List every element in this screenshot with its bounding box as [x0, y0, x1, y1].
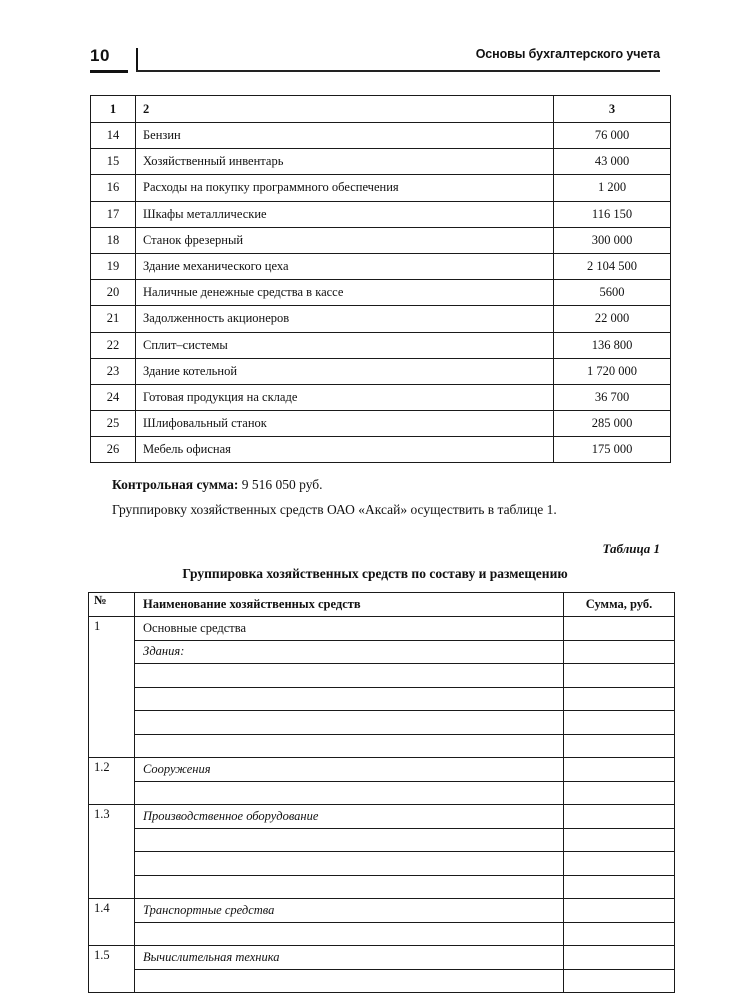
table-header-row [91, 96, 671, 123]
column-header-name: 2 [136, 96, 554, 123]
cell-number: 1.3 [89, 805, 135, 899]
cell-sum[interactable] [564, 617, 675, 641]
table-row [89, 711, 675, 735]
cell-sum[interactable] [564, 664, 675, 688]
running-head-title: Основы бухгалтерского учета [475, 47, 660, 61]
table-row [89, 875, 675, 899]
grouping-table-body [89, 617, 675, 993]
table-row [91, 201, 671, 227]
cell-sum: 43 000 [554, 149, 671, 175]
running-head [90, 46, 660, 80]
column-header-sum: Сумма, руб. [564, 593, 675, 617]
table-row [91, 175, 671, 201]
cell-name[interactable] [135, 875, 564, 899]
assets-table-body [91, 123, 671, 463]
cell-sum[interactable] [564, 946, 675, 970]
table-row [91, 358, 671, 384]
table-row [89, 852, 675, 876]
cell-number: 22 [91, 332, 136, 358]
cell-name[interactable]: Здания: [135, 640, 564, 664]
column-header-name: Наименование хозяйственных средств [135, 593, 564, 617]
cell-sum[interactable] [564, 922, 675, 946]
grouping-table [88, 592, 675, 993]
table-row [89, 640, 675, 664]
cell-name[interactable]: Вычислительная техника [135, 946, 564, 970]
control-sum-label: Контрольная сумма: [112, 477, 239, 492]
cell-sum[interactable] [564, 758, 675, 782]
cell-name: Задолженность акционеров [136, 306, 554, 332]
cell-number: 17 [91, 201, 136, 227]
table-row [89, 969, 675, 993]
cell-name: Готовая продукция на складе [136, 384, 554, 410]
table-row [89, 922, 675, 946]
table-row [91, 149, 671, 175]
cell-number: 1.4 [89, 899, 135, 946]
column-header-sum: 3 [554, 96, 671, 123]
cell-name[interactable] [135, 922, 564, 946]
table-row [91, 280, 671, 306]
cell-sum[interactable] [564, 969, 675, 993]
table-row [91, 411, 671, 437]
column-header-number: № [89, 593, 135, 617]
cell-sum[interactable] [564, 711, 675, 735]
cell-number: 24 [91, 384, 136, 410]
table-row [89, 617, 675, 641]
cell-name[interactable] [135, 664, 564, 688]
table-row [89, 664, 675, 688]
table-row [91, 123, 671, 149]
cell-name: Наличные денежные средства в кассе [136, 280, 554, 306]
table-row [89, 946, 675, 970]
cell-name: Шлифовальный станок [136, 411, 554, 437]
running-head-tick [136, 48, 138, 72]
table-row [91, 437, 671, 463]
cell-sum[interactable] [564, 899, 675, 923]
cell-number: 25 [91, 411, 136, 437]
cell-name[interactable] [135, 711, 564, 735]
table-number-label: Таблица 1 [602, 541, 660, 556]
assets-table [90, 95, 671, 463]
table-row [91, 227, 671, 253]
cell-name: Станок фрезерный [136, 227, 554, 253]
cell-sum[interactable] [564, 640, 675, 664]
cell-name[interactable]: Производственное оборудование [135, 805, 564, 829]
table-row [89, 805, 675, 829]
cell-name: Мебель офисная [136, 437, 554, 463]
running-head-rule [136, 70, 660, 72]
cell-name: Расходы на покупку программного обеспечения [136, 175, 554, 201]
table-row [91, 384, 671, 410]
cell-name[interactable]: Основные средства [135, 617, 564, 641]
cell-name[interactable] [135, 852, 564, 876]
cell-number: 1 [89, 617, 135, 758]
cell-number: 18 [91, 227, 136, 253]
cell-name: Сплит–системы [136, 332, 554, 358]
cell-number: 19 [91, 253, 136, 279]
table-row [89, 828, 675, 852]
cell-number: 14 [91, 123, 136, 149]
cell-number: 20 [91, 280, 136, 306]
cell-sum: 22 000 [554, 306, 671, 332]
cell-sum[interactable] [564, 805, 675, 829]
table-row [89, 687, 675, 711]
cell-name[interactable] [135, 781, 564, 805]
cell-sum[interactable] [564, 875, 675, 899]
cell-number: 26 [91, 437, 136, 463]
cell-number: 1.2 [89, 758, 135, 805]
cell-sum: 2 104 500 [554, 253, 671, 279]
table-row [89, 734, 675, 758]
cell-name[interactable] [135, 734, 564, 758]
cell-sum: 76 000 [554, 123, 671, 149]
grouping-table-head [89, 593, 675, 617]
cell-sum[interactable] [564, 781, 675, 805]
cell-sum[interactable] [564, 687, 675, 711]
cell-name[interactable] [135, 969, 564, 993]
cell-sum: 1 720 000 [554, 358, 671, 384]
cell-sum: 175 000 [554, 437, 671, 463]
column-header-number: 1 [91, 96, 136, 123]
cell-sum: 285 000 [554, 411, 671, 437]
cell-number: 23 [91, 358, 136, 384]
control-sum-value: 9 516 050 руб. [241, 477, 323, 492]
cell-name[interactable] [135, 828, 564, 852]
control-sum-paragraph [112, 477, 323, 494]
table-row [91, 332, 671, 358]
cell-name[interactable]: Сооружения [135, 758, 564, 782]
table-row [89, 899, 675, 923]
cell-number: 21 [91, 306, 136, 332]
table-header-row [89, 593, 675, 617]
assets-table-head [91, 96, 671, 123]
cell-sum[interactable] [564, 734, 675, 758]
cell-sum[interactable] [564, 852, 675, 876]
table-row [89, 781, 675, 805]
cell-sum: 36 700 [554, 384, 671, 410]
cell-number: 16 [91, 175, 136, 201]
table-row [91, 306, 671, 332]
cell-name: Хозяйственный инвентарь [136, 149, 554, 175]
cell-name: Бензин [136, 123, 554, 149]
table-caption: Группировка хозяйственных средств по составу и размещению [182, 566, 568, 581]
page-number: 10 [90, 46, 110, 65]
cell-number: 1.5 [89, 946, 135, 993]
cell-name: Шкафы металлические [136, 201, 554, 227]
cell-sum: 300 000 [554, 227, 671, 253]
table-row [89, 758, 675, 782]
cell-sum: 1 200 [554, 175, 671, 201]
cell-sum: 136 800 [554, 332, 671, 358]
page-number-underline [90, 70, 128, 73]
cell-number: 15 [91, 149, 136, 175]
cell-name: Здание механического цеха [136, 253, 554, 279]
cell-sum: 5600 [554, 280, 671, 306]
cell-name[interactable] [135, 687, 564, 711]
cell-name[interactable]: Транспортные средства [135, 899, 564, 923]
grouping-note: Группировку хозяйственных средств ОАО «Аксай» осуществить в таблице 1. [112, 502, 557, 517]
cell-sum[interactable] [564, 828, 675, 852]
cell-name: Здание котельной [136, 358, 554, 384]
table-row [91, 253, 671, 279]
cell-sum: 116 150 [554, 201, 671, 227]
